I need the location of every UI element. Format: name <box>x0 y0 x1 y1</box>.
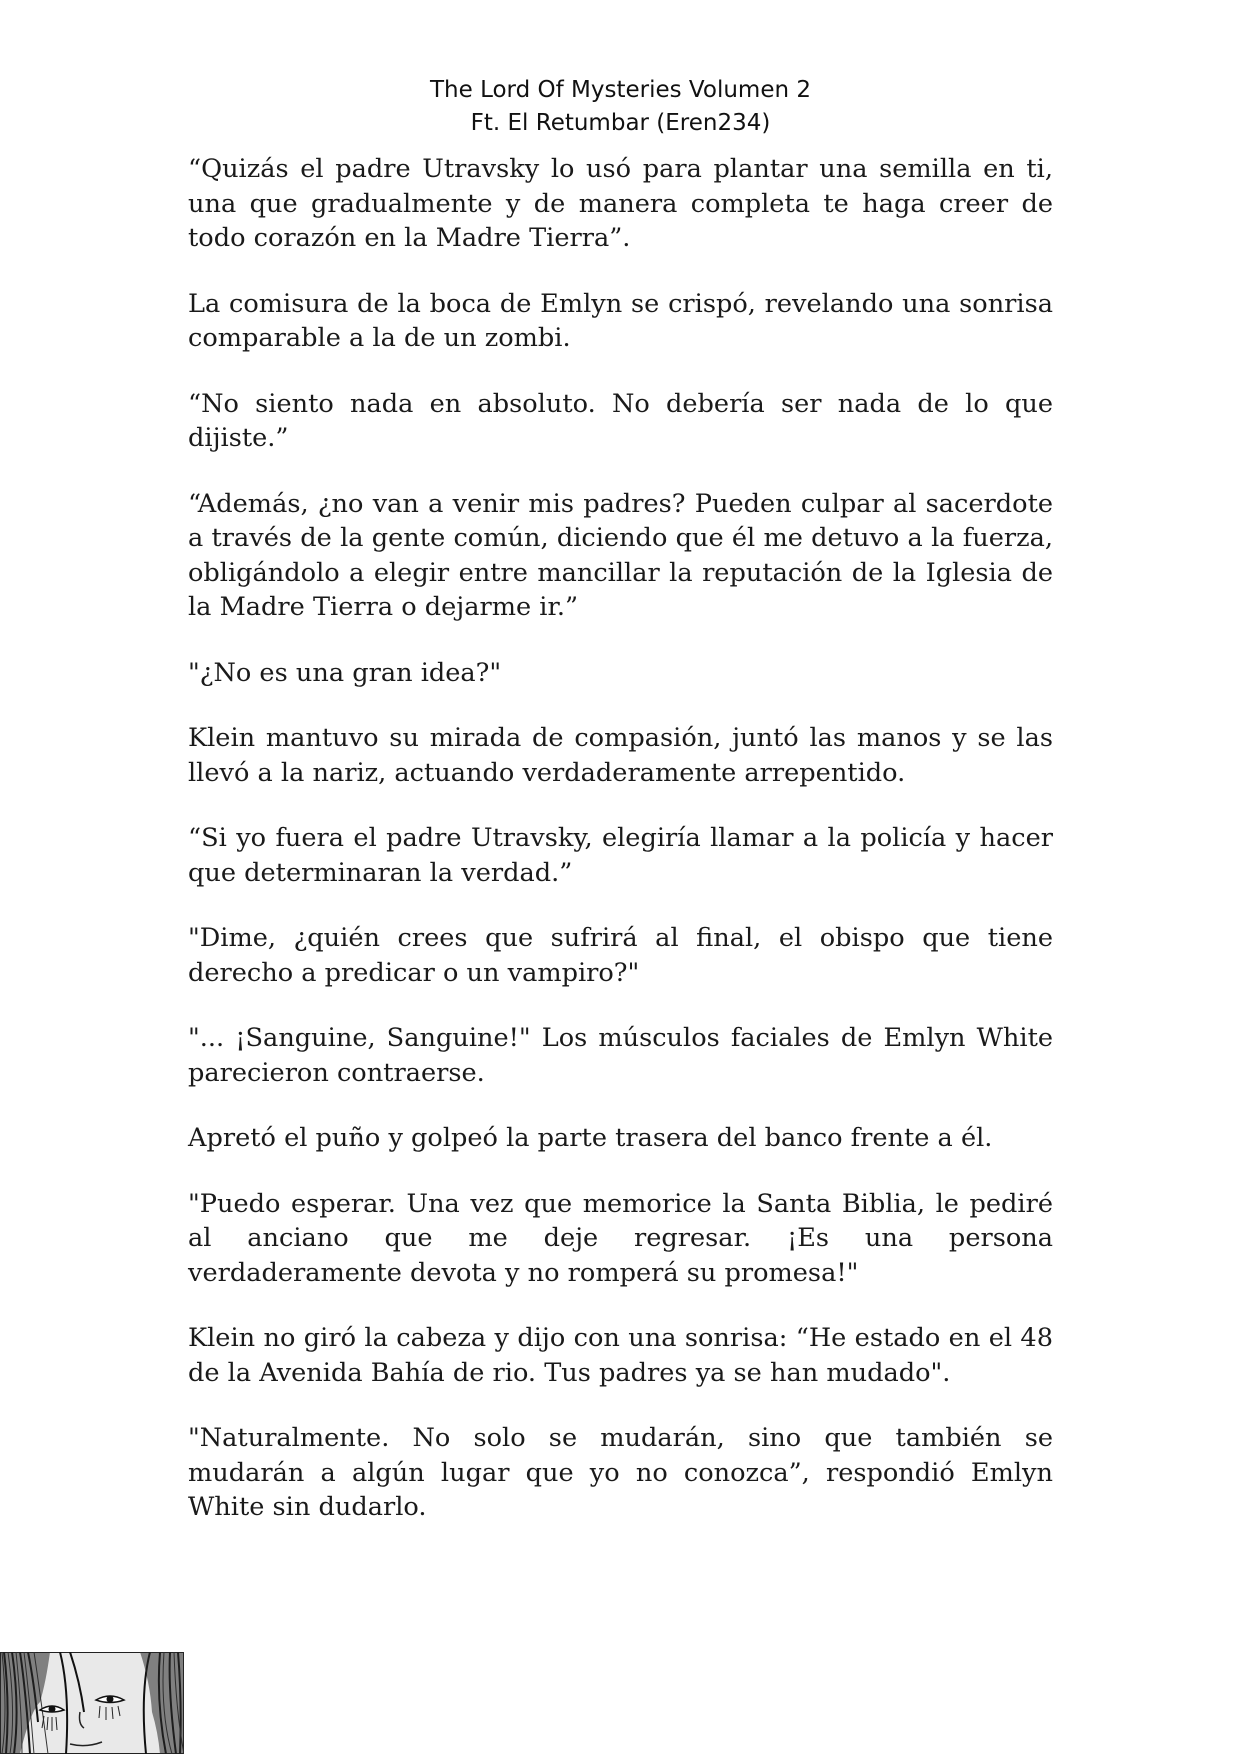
paragraph: Apretó el puño y golpeó la parte trasera del banco frente a él. <box>188 1123 993 1153</box>
paragraph: “Además, ¿no van a venir mis padres? Pueden culpar al sacerdote a través de la gente común, diciendo que él me detuvo a la fuerza, obligándolo a elegir entre mancillar la reputación de la Iglesia de la Madre Tierra o dejarme ir.” <box>188 488 1053 622</box>
paragraph: “No siento nada en absoluto. No debería ser nada de lo que dijiste.” <box>188 388 1053 453</box>
manga-face-watermark-image <box>0 1652 184 1754</box>
paragraph: Klein mantuvo su mirada de compasión, juntó las manos y se las llevó a la nariz, actuando verdaderamente arrepentido. <box>188 723 1053 788</box>
paragraph: Klein no giró la cabeza y dijo con una sonrisa: “He estado en el 48 de la Avenida Bahía de rio. Tus padres ya se han mudado". <box>188 1323 1053 1388</box>
paragraph: "... ¡Sanguine, Sanguine!" Los músculos faciales de Emlyn White parecieron contraerse. <box>188 1023 1053 1088</box>
paragraph: "Naturalmente. No solo se mudarán, sino que también se mudarán a algún lugar que yo no conozca”, respondió Emlyn White sin dudarlo. <box>188 1423 1053 1522</box>
paragraph: "¿No es una gran idea?" <box>188 657 502 688</box>
paragraph: "Puedo esperar. Una vez que memorice la Santa Biblia, le pediré al anciano que me deje regresar. ¡Es una persona verdaderamente devota y no romperá su promesa!" <box>188 1188 1053 1288</box>
document-body <box>188 152 1053 1556</box>
header-credit: Ft. El Retumbar (Eren234) <box>470 110 771 136</box>
paragraph: La comisura de la boca de Emlyn se crispó, revelando una sonrisa comparable a la de un zombi. <box>188 288 1053 353</box>
page-header <box>0 74 1241 140</box>
header-title: The Lord Of Mysteries Volumen 2 <box>429 77 811 103</box>
paragraph: "Dime, ¿quién crees que sufrirá al final, el obispo que tiene derecho a predicar o un vampiro?" <box>188 923 1053 988</box>
paragraph: “Quizás el padre Utravsky lo usó para plantar una semilla en ti, una que gradualmente y de manera completa te haga creer de todo corazón en la Madre Tierra”. <box>188 154 1053 253</box>
paragraph: “Si yo fuera el padre Utravsky, elegiría llamar a la policía y hacer que determinaran la verdad.” <box>188 823 1053 888</box>
